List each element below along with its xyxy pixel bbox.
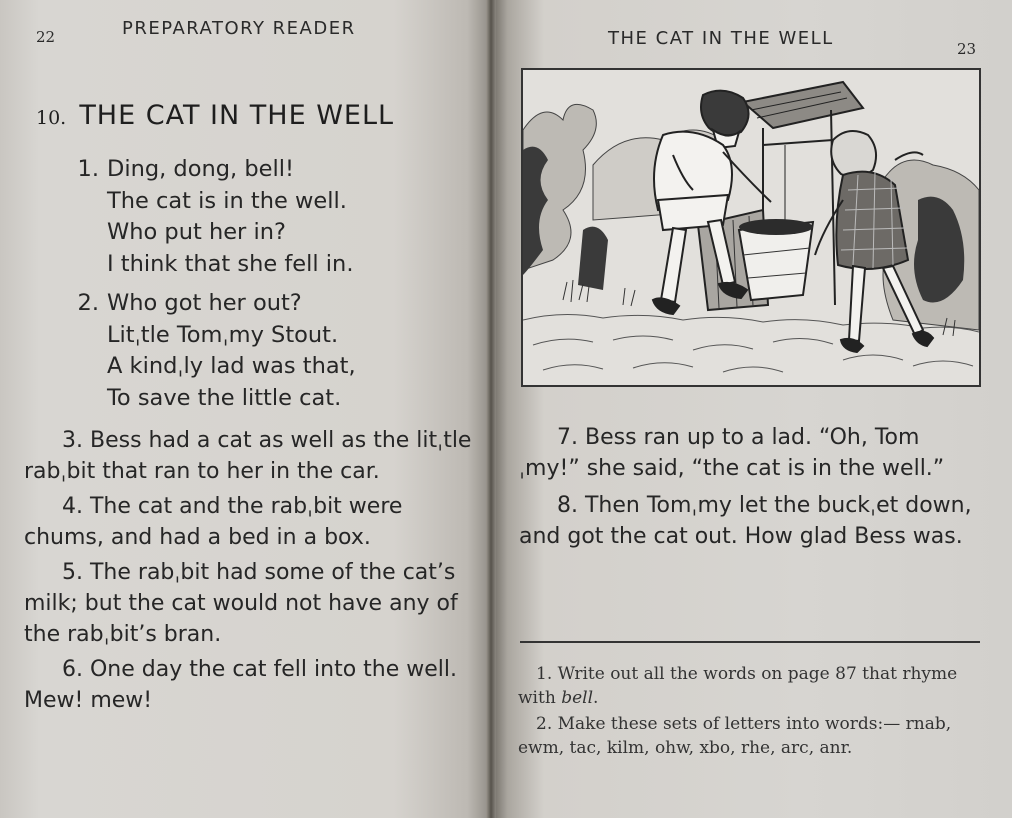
paragraph: 7. Bess ran up to a lad. “Oh, Tomˌmy!” she said, “the cat is in the well.” <box>519 425 945 481</box>
chapter-heading <box>36 100 394 131</box>
running-head: THE CAT IN THE WELL <box>608 28 834 49</box>
running-head: PREPARATORY READER <box>122 18 356 39</box>
page-number: 23 <box>957 40 977 58</box>
paragraph: 6. One day the cat fell into the well. Mew! mew! <box>24 657 458 713</box>
poem-line: Who got her out? <box>107 290 302 316</box>
poem-line: Who put her in? <box>107 219 286 245</box>
stanza-number: 2. <box>77 290 99 316</box>
left-page <box>0 0 492 818</box>
chapter-number: 10. <box>36 107 67 129</box>
exercise-text: 2. Make these sets of letters into words:— rnab, ewm, tac, kilm, ohw, xbo, rhe, arc, anr. <box>518 714 952 758</box>
paragraph: 8. Then Tomˌmy let the buckˌet down, and got the cat out. How glad Bess was. <box>519 493 972 549</box>
exercise-item <box>518 662 983 710</box>
exercise-italic-word: bell <box>561 688 594 708</box>
exercise-item <box>518 712 983 760</box>
poem-line: Litˌtle Tomˌmy Stout. <box>107 321 339 348</box>
paragraph-group <box>519 422 977 552</box>
illustration-drawing <box>523 70 979 385</box>
stanza-number: 1. <box>77 156 99 182</box>
poem-line: To save the little cat. <box>107 384 342 411</box>
poem-line: I think that she fell in. <box>107 250 354 277</box>
poem-line: A kindˌly lad was that, <box>107 353 356 379</box>
poem-line: Ding, dong, bell! <box>107 156 294 182</box>
section-divider <box>520 641 980 643</box>
stanza <box>77 288 356 414</box>
exercise-text-suffix: . <box>593 688 599 708</box>
paragraph: 3. Bess had a cat as well as the litˌtle rabˌbit that ran to her in the car. <box>24 428 472 484</box>
stanza <box>77 154 354 280</box>
poem-line: The cat is in the well. <box>107 187 347 214</box>
paragraph: 4. The cat and the rabˌbit were chums, and had a bed in a box. <box>24 494 403 550</box>
book-gutter <box>486 0 496 818</box>
two-children-at-well-illustration <box>521 68 981 387</box>
paragraph: 5. The rabˌbit had some of the cat’s milk; but the cat would not have any of the rabˌbit’s bran. <box>24 560 458 647</box>
page-number: 22 <box>36 28 56 46</box>
chapter-title: THE CAT IN THE WELL <box>79 100 395 131</box>
exercise-text: 1. Write out all the words on page 87 that rhyme with <box>518 664 958 708</box>
paragraph-group <box>24 425 484 716</box>
